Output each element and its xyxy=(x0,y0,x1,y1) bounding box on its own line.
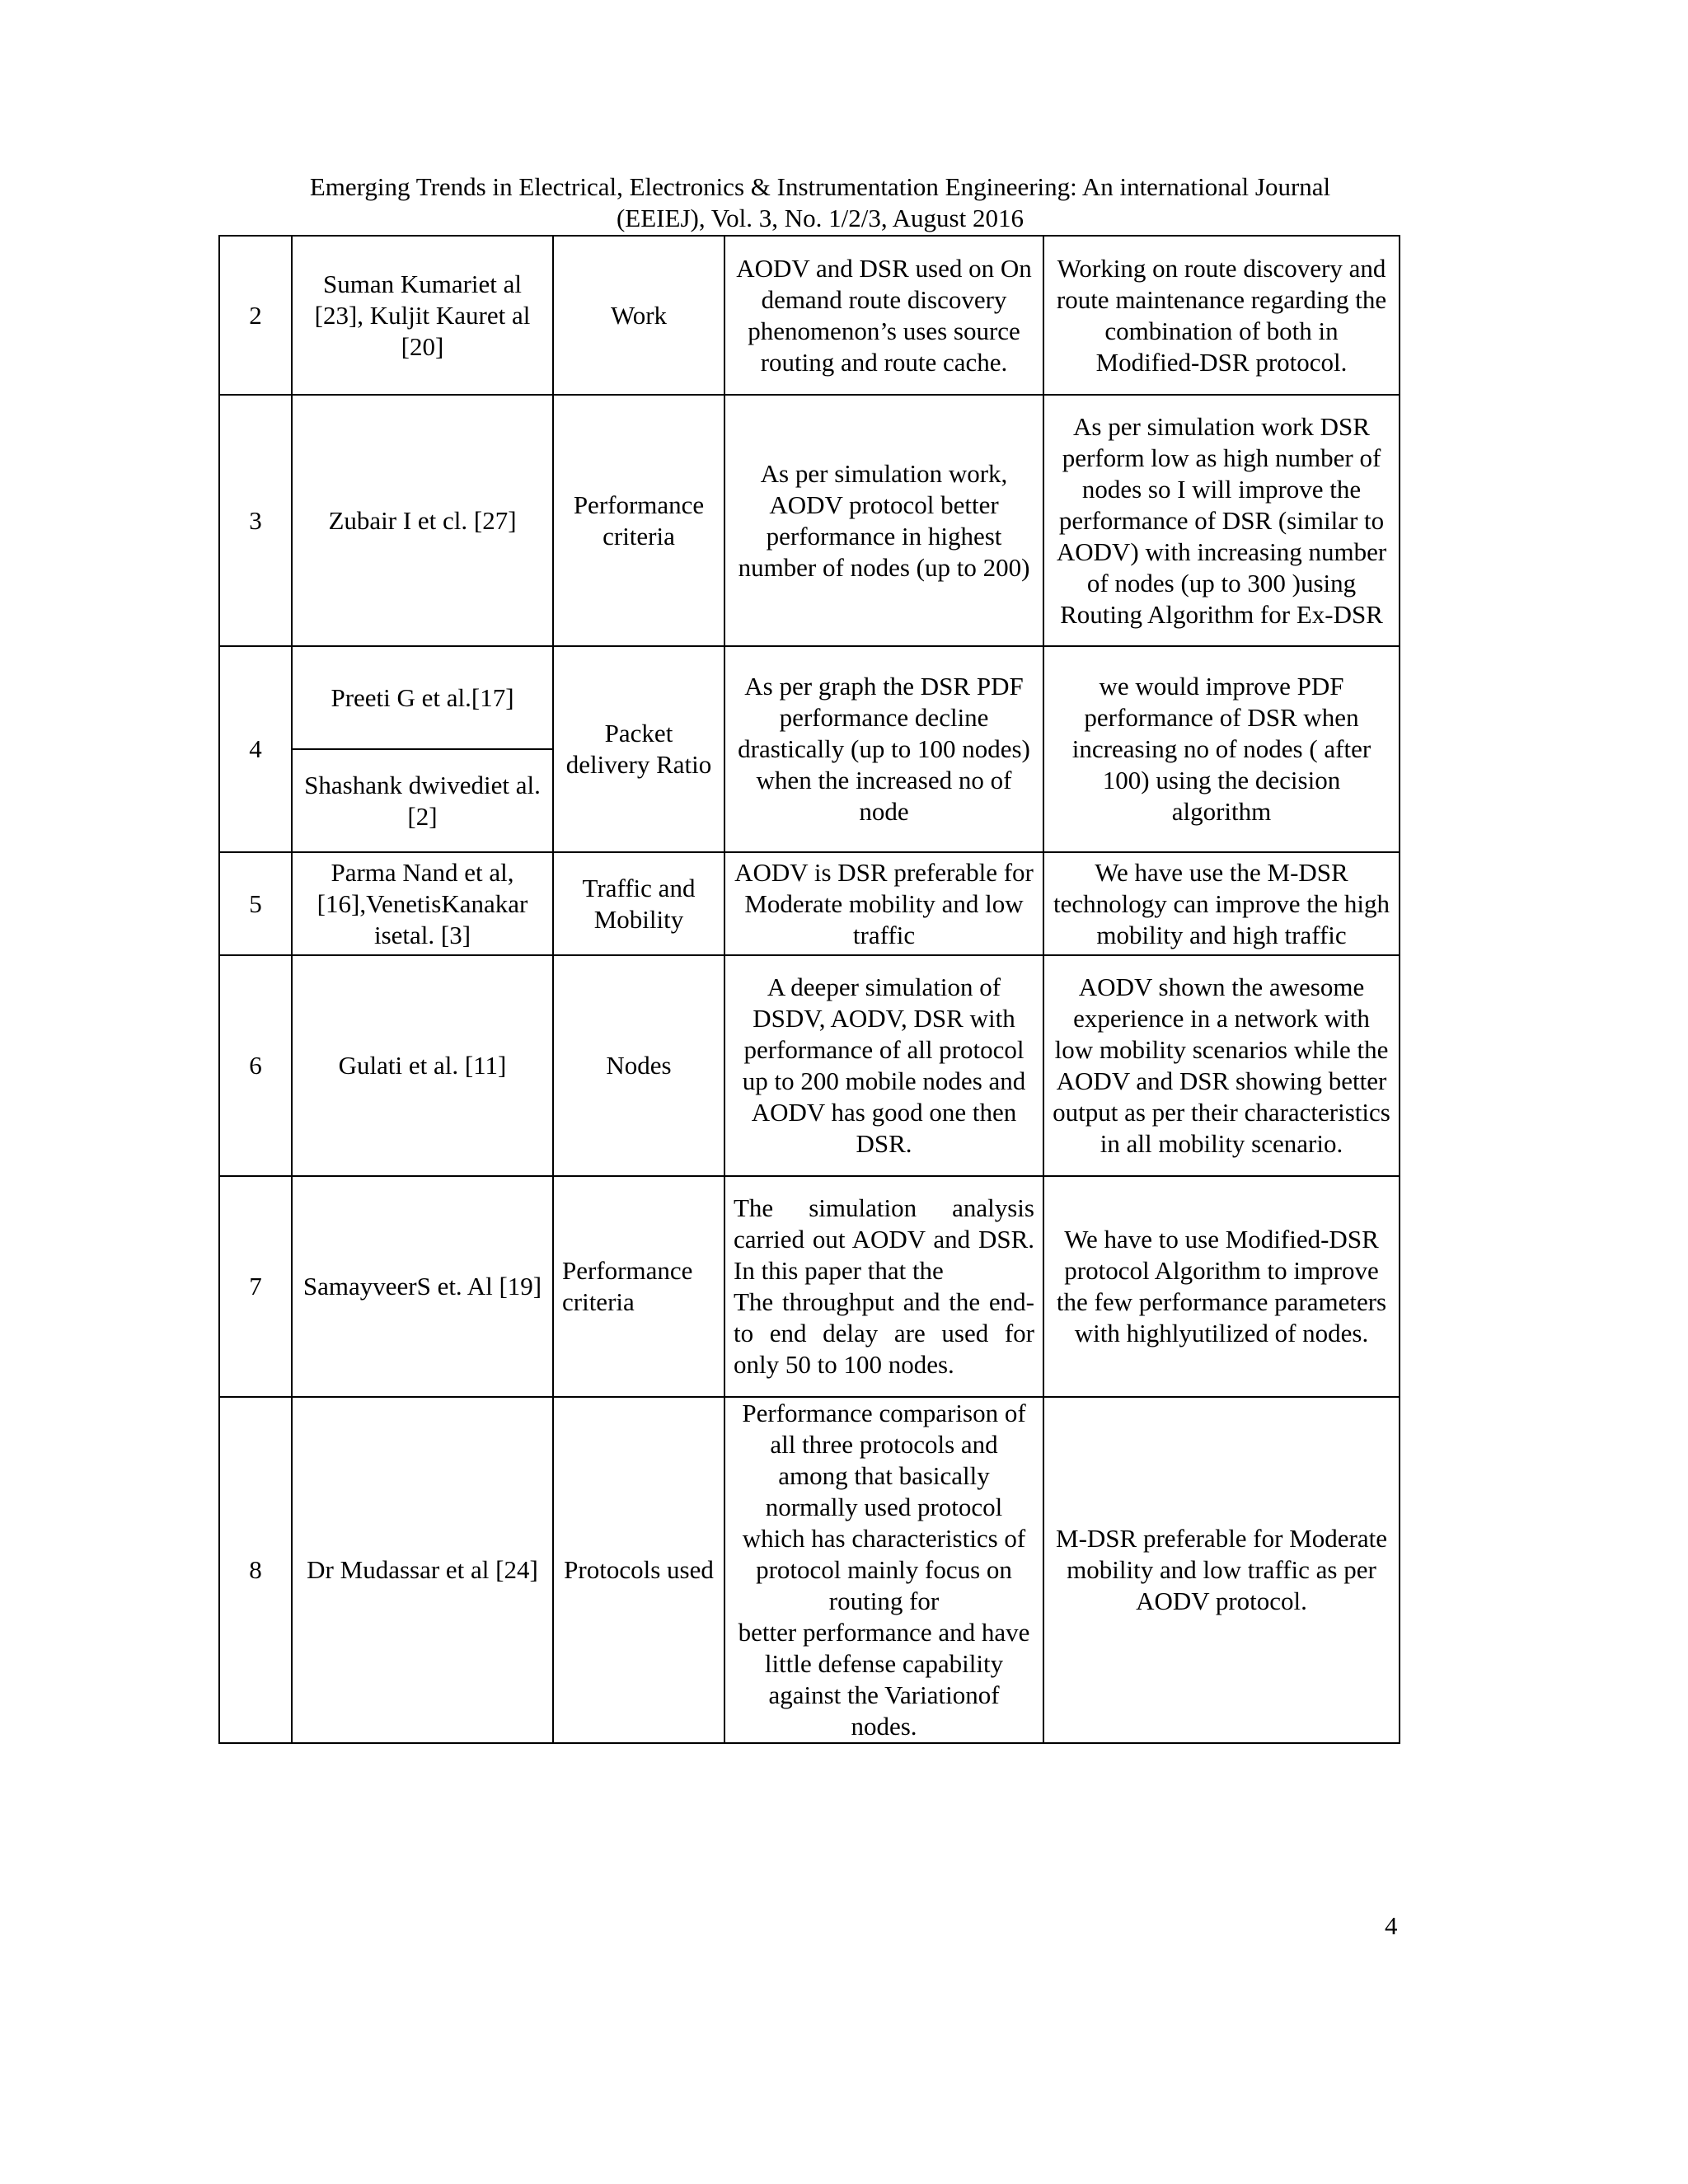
table-row xyxy=(219,1176,1400,1397)
authors-cell-secondary: Shashank dwivediet al.[2] xyxy=(292,749,553,852)
proposed-work-cell: As per simulation work DSR perform low as high number of nodes so I will improve the performance of DSR (similar to AODV) with increasing number of nodes (up to 300 )using Routing Algorithm for Ex-DSR xyxy=(1043,395,1400,646)
findings-paragraph-2: The throughput and the end-to end delay are used for only 50 to 100 nodes. xyxy=(734,1287,1034,1379)
row-number: 8 xyxy=(219,1397,292,1743)
findings-cell: AODV and DSR used on On demand route discovery phenomenon’s uses source routing and route cache. xyxy=(724,236,1043,395)
journal-title: Emerging Trends in Electrical, Electronics & Instrumentation Engineering: An international Journal xyxy=(309,172,1331,201)
authors-cell: Gulati et al. [11] xyxy=(292,955,553,1176)
proposed-work-cell: Working on route discovery and route maintenance regarding the combination of both in Modified-DSR protocol. xyxy=(1043,236,1400,395)
literature-survey-table xyxy=(218,235,1400,1744)
findings-cell: A deeper simulation of DSDV, AODV, DSR with performance of all protocol up to 200 mobile nodes and AODV has good one then DSR. xyxy=(724,955,1043,1176)
parameter-cell: Nodes xyxy=(553,955,724,1176)
findings-paragraph: Performance comparison of all three protocols and among that basically normally used protocol which has characteristics of protocol mainly focus on routing for xyxy=(742,1399,1026,1615)
proposed-work-cell: We have to use Modified-DSR protocol Algorithm to improve the few performance parameters with highlyutilized of nodes. xyxy=(1043,1176,1400,1397)
findings-cell xyxy=(724,1176,1043,1397)
parameter-cell: Performance criteria xyxy=(553,1176,724,1397)
authors-cell: Suman Kumariet al [23], Kuljit Kauret al [20] xyxy=(292,236,553,395)
findings-cell: As per simulation work, AODV protocol better performance in highest number of nodes (up to 200) xyxy=(724,395,1043,646)
table-row xyxy=(219,646,1400,749)
findings-cell: As per graph the DSR PDF performance decline drastically (up to 100 nodes) when the increased no of node xyxy=(724,646,1043,852)
page-number: 4 xyxy=(1385,1911,1398,1940)
proposed-work-cell: we would improve PDF performance of DSR when increasing no of nodes ( after 100) using the decision algorithm xyxy=(1043,646,1400,852)
parameter-cell: Traffic and Mobility xyxy=(553,852,724,955)
parameter-cell: Protocols used xyxy=(553,1397,724,1743)
parameter-cell: Performance criteria xyxy=(553,395,724,646)
proposed-work-cell: We have use the M-DSR technology can improve the high mobility and high traffic xyxy=(1043,852,1400,955)
findings-cell xyxy=(724,1397,1043,1743)
parameter-cell: Packet delivery Ratio xyxy=(553,646,724,852)
authors-cell: SamayveerS et. Al [19] xyxy=(292,1176,553,1397)
proposed-work-cell: AODV shown the awesome experience in a network with low mobility scenarios while the AODV and DSR showing better output as per their characteristics in all mobility scenario. xyxy=(1043,955,1400,1176)
findings-paragraph: The simulation analysis carried out AODV and DSR. In this paper that the xyxy=(734,1193,1034,1285)
table-row xyxy=(219,395,1400,646)
authors-cell: Zubair I et cl. [27] xyxy=(292,395,553,646)
row-number: 2 xyxy=(219,236,292,395)
proposed-work-cell: M-DSR preferable for Moderate mobility and low traffic as per AODV protocol. xyxy=(1043,1397,1400,1743)
table-row xyxy=(219,1397,1400,1743)
findings-cell: AODV is DSR preferable for Moderate mobility and low traffic xyxy=(724,852,1043,955)
authors-cell: Preeti G et al.[17] xyxy=(292,646,553,749)
running-header xyxy=(218,171,1422,234)
findings-paragraph-2: better performance and have little defense capability against the Variationof nodes. xyxy=(738,1618,1030,1741)
row-number: 4 xyxy=(219,646,292,852)
row-number: 6 xyxy=(219,955,292,1176)
authors-cell: Dr Mudassar et al [24] xyxy=(292,1397,553,1743)
table-row xyxy=(219,236,1400,395)
journal-issue: (EEIEJ), Vol. 3, No. 1/2/3, August 2016 xyxy=(616,204,1024,232)
row-number: 3 xyxy=(219,395,292,646)
table-row xyxy=(219,852,1400,955)
authors-cell: Parma Nand et al, [16],VenetisKanakar isetal. [3] xyxy=(292,852,553,955)
table-row xyxy=(219,955,1400,1176)
row-number: 5 xyxy=(219,852,292,955)
row-number: 7 xyxy=(219,1176,292,1397)
parameter-cell: Work xyxy=(553,236,724,395)
